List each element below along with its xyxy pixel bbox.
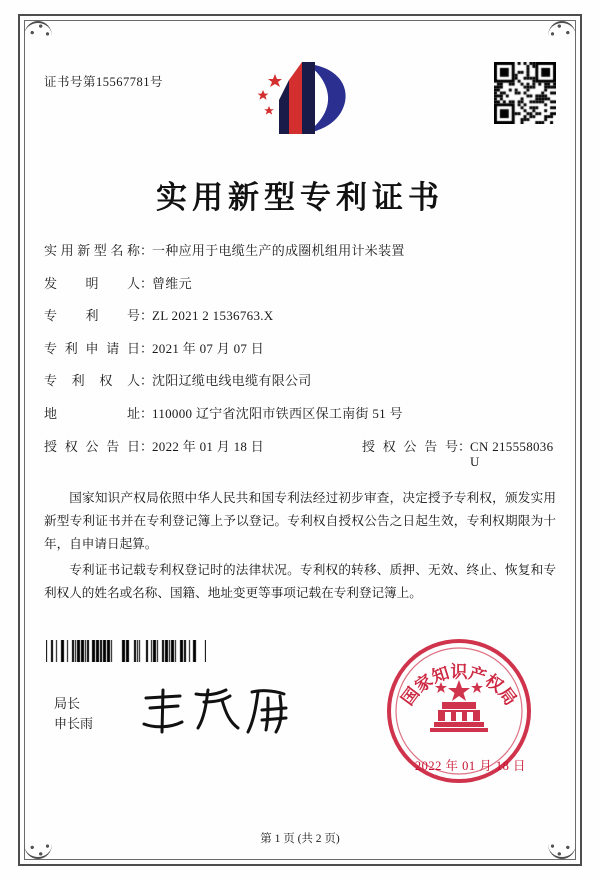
barcode <box>46 640 206 662</box>
field-row-address <box>44 406 556 422</box>
field-value-grant-number: CN 215558036 U <box>470 438 554 470</box>
body-paragraph-2: 专利证书记载专利权登记时的法律状况。专利权的转移、质押、无效、终止、恢复和专利权人的姓名或名称、国籍、地址变更等事项记载在专利登记簿上。 <box>44 562 556 600</box>
seal-date: 2022 年 01 月 18 日 <box>414 759 526 773</box>
certificate-fields <box>44 243 556 470</box>
field-row-name <box>44 243 556 259</box>
director-name: 申长雨 <box>54 716 94 732</box>
director-block <box>54 694 93 734</box>
field-label-grant-number: 授权公告号 <box>362 438 458 454</box>
field-value-application-date: 2021 年 07 月 07 日 <box>152 340 265 356</box>
field-label-name: 实用新型名称 <box>44 243 140 258</box>
body-paragraph-1: 国家知识产权局依照中华人民共和国专利法经过初步审查，决定授予专利权，颁发实用新型专利证书并在专利登记簿上予以登记。专利权自授权公告之日起生效，专利权期限为十年，自申请日起算。 <box>44 490 556 552</box>
field-value-inventor: 曾维元 <box>152 275 192 291</box>
svg-text:国家知识产权局: 国家知识产权局 <box>397 662 521 710</box>
field-value-patent-number: ZL 2021 2 1536763.X <box>152 308 274 324</box>
field-row-grant <box>44 439 556 470</box>
certificate-header <box>44 48 556 158</box>
field-label-application-date: 专利申请日 <box>44 340 140 356</box>
field-row-patentee <box>44 373 556 389</box>
field-label-patent-number: 专利号 <box>44 308 140 324</box>
field-colon: ： <box>140 373 154 389</box>
field-value-name: 一种应用于电缆生产的成圈机组用计米装置 <box>152 243 405 258</box>
field-value-address: 110000 辽宁省沈阳市铁西区保工南街 51 号 <box>152 405 403 421</box>
field-row-inventor <box>44 276 556 292</box>
field-value-grant-date: 2022 年 01 月 18 日 <box>152 438 265 454</box>
certificate-bottom <box>44 634 556 814</box>
field-label-grant-date: 授权公告日 <box>44 438 140 454</box>
field-colon: ： <box>140 308 154 324</box>
corner-ornament-top-left <box>22 17 56 43</box>
corner-ornament-top-right <box>544 17 578 43</box>
handwritten-signature-icon <box>134 684 304 740</box>
certificate-body-text <box>44 487 556 605</box>
field-row-patent-number <box>44 308 556 324</box>
field-colon: ： <box>140 243 154 258</box>
cnipa-logo-icon <box>245 56 355 142</box>
page-title: 实用新型专利证书 <box>156 180 444 216</box>
field-colon: ： <box>140 340 154 356</box>
field-colon: ： <box>458 438 472 454</box>
director-label: 局长 <box>54 696 81 711</box>
field-colon: ： <box>140 405 154 421</box>
field-colon: ： <box>140 275 154 291</box>
field-colon: ： <box>140 438 154 454</box>
page-footer: 第 1 页 (共 2 页) <box>260 833 340 845</box>
field-label-patentee: 专利权人 <box>44 373 140 389</box>
field-label-inventor: 发明人 <box>44 275 140 291</box>
certificate-content <box>44 48 556 845</box>
field-label-address: 地址 <box>44 405 140 421</box>
field-row-application-date <box>44 341 556 357</box>
certificate-number: 证书号第15567781号 <box>44 75 164 89</box>
qr-code <box>494 62 556 124</box>
field-value-patentee: 沈阳辽缆电线电缆有限公司 <box>152 373 312 389</box>
